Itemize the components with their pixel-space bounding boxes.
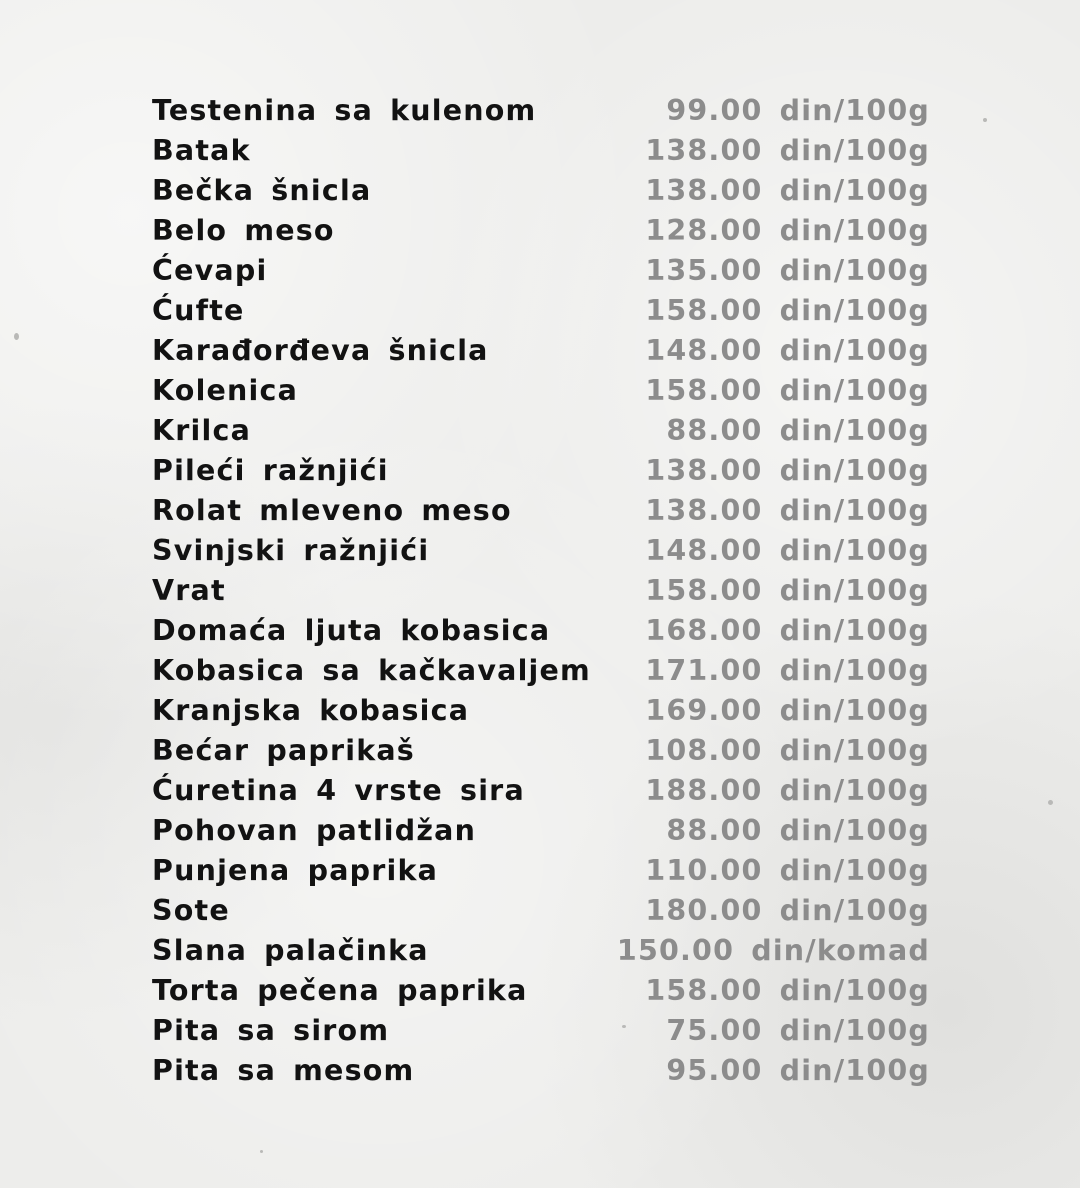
list-item: [152, 770, 930, 810]
item-price: 148.00 din/100g: [645, 533, 930, 567]
item-price: 158.00 din/100g: [645, 973, 930, 1007]
item-price: 150.00 din/komad: [616, 933, 930, 967]
item-price: 138.00 din/100g: [645, 493, 930, 527]
item-name: Svinjski ražnjići: [152, 533, 430, 567]
item-name: Punjena paprika: [152, 853, 439, 887]
item-price: 138.00 din/100g: [645, 173, 930, 207]
paper-speck: [260, 1150, 263, 1153]
list-item: [152, 250, 930, 290]
item-name: Ćufte: [152, 293, 245, 327]
item-name: Pita sa sirom: [152, 1013, 390, 1047]
paper-speck: [14, 333, 19, 340]
item-name: Karađorđeva šnicla: [152, 333, 489, 367]
item-name: Slana palačinka: [152, 933, 429, 967]
item-price: 158.00 din/100g: [645, 293, 930, 327]
item-price: 188.00 din/100g: [645, 773, 930, 807]
list-item: [152, 650, 930, 690]
item-price: 138.00 din/100g: [645, 453, 930, 487]
item-name: Ćevapi: [152, 253, 268, 287]
item-name: Batak: [152, 133, 251, 167]
list-item: [152, 330, 930, 370]
list-item: [152, 570, 930, 610]
list-item: [152, 370, 930, 410]
item-name: Pileći ražnjići: [152, 453, 389, 487]
list-item: [152, 930, 930, 970]
list-item: [152, 170, 930, 210]
item-price: 75.00 din/100g: [666, 1013, 930, 1047]
item-name: Belo meso: [152, 213, 335, 247]
item-price: 99.00 din/100g: [666, 93, 930, 127]
item-name: Kobasica sa kačkavaljem: [152, 653, 591, 687]
list-item: [152, 1010, 930, 1050]
item-price: 108.00 din/100g: [645, 733, 930, 767]
item-price: 148.00 din/100g: [645, 333, 930, 367]
item-name: Sote: [152, 893, 230, 927]
item-price: 110.00 din/100g: [645, 853, 930, 887]
item-name: Bećar paprikaš: [152, 733, 415, 767]
item-name: Domaća ljuta kobasica: [152, 613, 551, 647]
item-name: Rolat mleveno meso: [152, 493, 512, 527]
list-item: [152, 1050, 930, 1090]
item-price: 169.00 din/100g: [645, 693, 930, 727]
item-price: 168.00 din/100g: [645, 613, 930, 647]
list-item: [152, 130, 930, 170]
item-name: Kolenica: [152, 373, 299, 407]
item-name: Pita sa mesom: [152, 1053, 415, 1087]
item-price: 180.00 din/100g: [645, 893, 930, 927]
list-item: [152, 490, 930, 530]
list-item: [152, 970, 930, 1010]
item-name: Bečka šnicla: [152, 173, 372, 207]
list-item: [152, 690, 930, 730]
item-name: Testenina sa kulenom: [152, 93, 537, 127]
item-price: 95.00 din/100g: [666, 1053, 930, 1087]
list-item: [152, 890, 930, 930]
item-price: 171.00 din/100g: [645, 653, 930, 687]
paper-speck: [983, 118, 987, 122]
list-item: [152, 850, 930, 890]
item-price: 128.00 din/100g: [645, 213, 930, 247]
list-item: [152, 410, 930, 450]
item-price: 88.00 din/100g: [666, 413, 930, 447]
list-item: [152, 530, 930, 570]
item-price: 88.00 din/100g: [666, 813, 930, 847]
item-name: Vrat: [152, 573, 226, 607]
list-item: [152, 730, 930, 770]
item-price: 138.00 din/100g: [645, 133, 930, 167]
list-item: [152, 610, 930, 650]
item-name: Krilca: [152, 413, 252, 447]
paper-speck: [1048, 800, 1053, 805]
item-name: Ćuretina 4 vrste sira: [152, 773, 525, 807]
item-name: Kranjska kobasica: [152, 693, 470, 727]
list-item: [152, 90, 930, 130]
list-item: [152, 210, 930, 250]
list-item: [152, 290, 930, 330]
list-item: [152, 450, 930, 490]
item-price: 135.00 din/100g: [645, 253, 930, 287]
price-list: [152, 90, 930, 1090]
item-price: 158.00 din/100g: [645, 573, 930, 607]
item-name: Torta pečena paprika: [152, 973, 528, 1007]
item-price: 158.00 din/100g: [645, 373, 930, 407]
list-item: [152, 810, 930, 850]
item-name: Pohovan patlidžan: [152, 813, 477, 847]
